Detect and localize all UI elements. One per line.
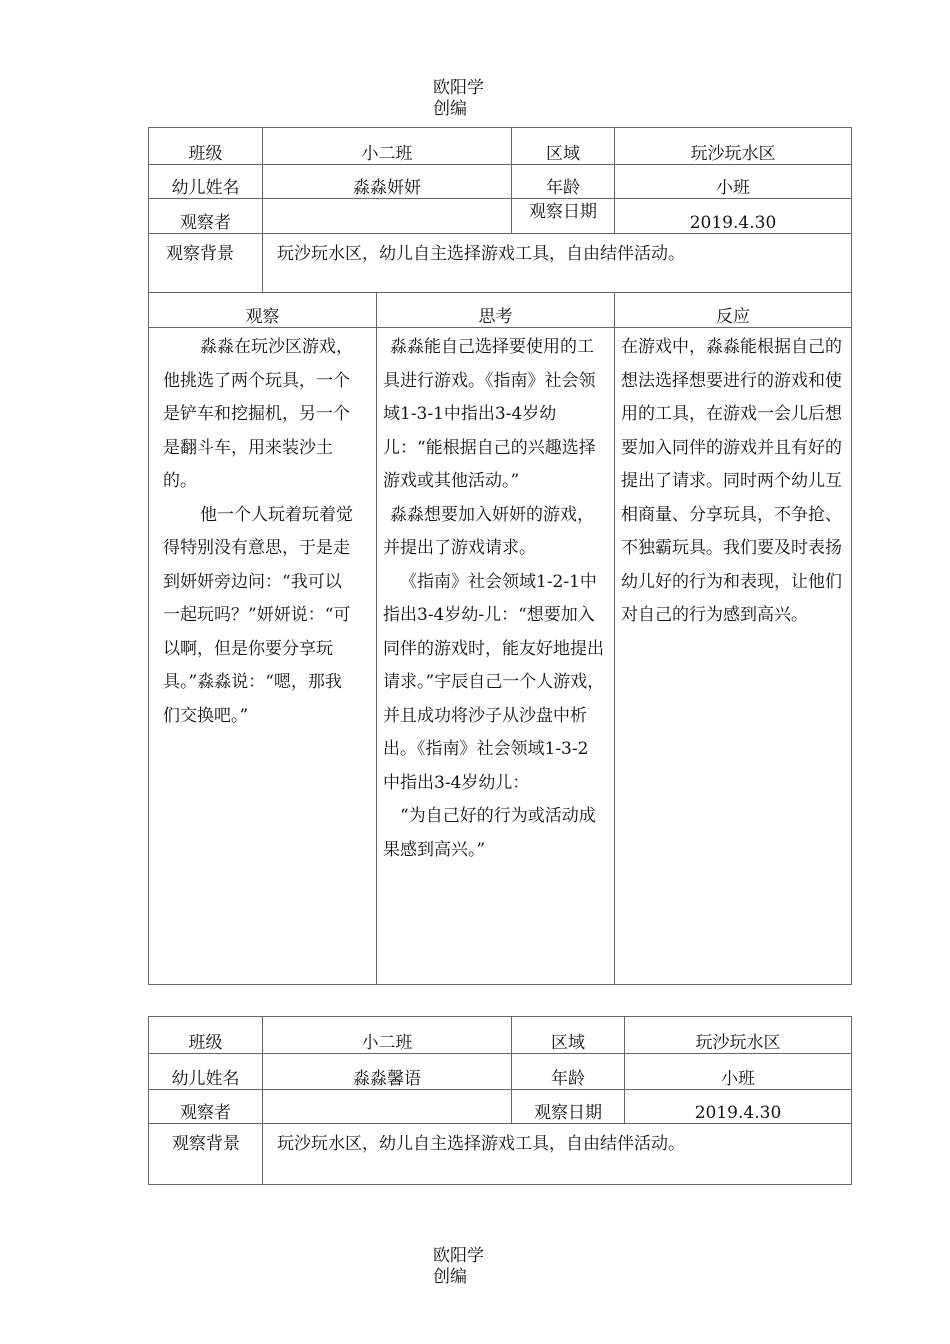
area-value: 玩沙玩水区 xyxy=(695,1033,781,1053)
observe-paragraph: 他一个人玩着玩着觉得特别没有意思，于是走到妍妍旁边问：“我可以一起玩吗？”妍妍说：“可以啊，但是你要分享玩具。”淼淼说：“嗯，那我们交换吧。” xyxy=(163,504,353,726)
think-paragraph: 《指南》社会领域1-2-1中指出3-4岁幼-儿：“想要加入同伴的游戏时，能友好地提出请求。”宇辰自己一个人游戏，并且成功将沙子从沙盘中析出。《指南》社会领域1-3-2中指出3-4岁幼儿： xyxy=(383,571,605,793)
class-label: 班级 xyxy=(188,144,223,164)
think-paragraph: “为自己好的行为或活动成果感到高兴。” xyxy=(383,806,596,860)
date-value: 2019.4.30 xyxy=(689,213,777,233)
child-name-value: 淼淼妍妍 xyxy=(353,178,421,198)
observer-label: 观察者 xyxy=(180,1103,231,1123)
child-name-label: 幼儿姓名 xyxy=(171,178,240,198)
child-name-value: 淼淼馨语 xyxy=(353,1069,421,1089)
child-name-label: 幼儿姓名 xyxy=(171,1069,240,1089)
think-paragraph: 淼淼想要加入妍妍的游戏，并提出了游戏请求。 xyxy=(383,504,594,558)
date-value: 2019.4.30 xyxy=(694,1103,782,1123)
area-label: 区域 xyxy=(546,144,580,164)
class-label: 班级 xyxy=(188,1033,223,1053)
area-label: 区域 xyxy=(551,1033,585,1053)
age-label: 年龄 xyxy=(546,178,580,198)
age-label: 年龄 xyxy=(551,1069,585,1089)
background-text: 玩沙玩水区，幼儿自主选择游戏工具，自由结伴活动。 xyxy=(277,1134,685,1154)
observer-value xyxy=(263,1090,511,1123)
observer-label: 观察者 xyxy=(180,213,231,233)
header-watermark: 欧阳学创编 xyxy=(433,78,484,119)
col-react-header: 反应 xyxy=(716,307,750,327)
age-value: 小班 xyxy=(721,1069,755,1089)
class-value: 小二班 xyxy=(361,144,413,164)
think-paragraph: 淼淼能自己选择要使用的工具进行游戏。《指南》社会领域1-3-1中指出3-4岁幼儿：“能根据自己的兴趣选择游戏或其他活动。” xyxy=(383,337,596,491)
footer-watermark: 欧阳学创编 xyxy=(433,1246,484,1287)
observer-value xyxy=(263,199,511,233)
think-column xyxy=(383,331,605,867)
react-column xyxy=(621,331,843,633)
observe-paragraph: 淼淼在玩沙区游戏，他挑选了两个玩具，一个是铲车和挖掘机，另一个是翻斗车，用来装沙土的。 xyxy=(163,337,353,491)
react-paragraph: 在游戏中，淼淼能根据自己的想法选择想要进行的游戏和使用的工具，在游戏一会儿后想要加入同伴的游戏并且有好的提出了请求。同时两个幼儿互相商量、分享玩具，不争抢、不独霸玩具。我们要及时表扬幼儿好的行为和表现，让他们对自己的行为感到高兴。 xyxy=(621,337,842,625)
background-label: 观察背景 xyxy=(172,1134,240,1154)
col-think-header: 思考 xyxy=(478,307,513,327)
age-value: 小班 xyxy=(716,178,750,198)
observe-column xyxy=(163,331,355,733)
class-value: 小二班 xyxy=(361,1033,413,1053)
area-value: 玩沙玩水区 xyxy=(690,144,776,164)
date-label: 观察日期 xyxy=(534,1103,602,1123)
background-label: 观察背景 xyxy=(166,244,234,264)
background-text: 玩沙玩水区，幼儿自主选择游戏工具，自由结伴活动。 xyxy=(277,244,685,264)
date-label: 观察日期 xyxy=(529,202,597,222)
col-observe-header: 观察 xyxy=(245,307,280,327)
